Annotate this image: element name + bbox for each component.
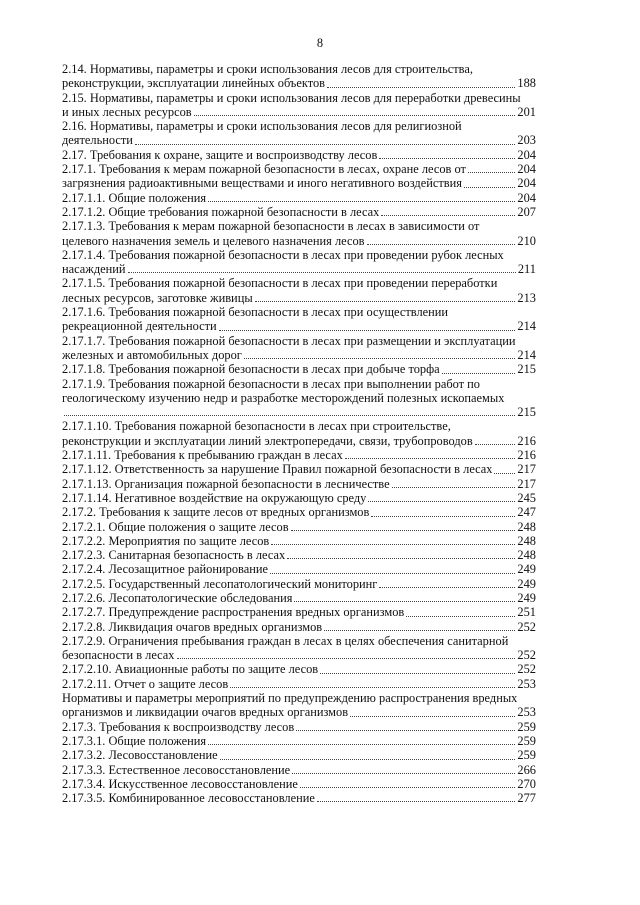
toc-entry-page: 270: [517, 776, 536, 791]
toc-entry: [62, 763, 536, 777]
toc-entry-text: 2.17.1.1. Общие положения: [62, 190, 207, 205]
toc-entry-text: 2.17.1.4. Требования пожарной безопасности в лесах при проведении рубок лесных: [62, 247, 504, 262]
table-of-contents: [62, 62, 536, 805]
toc-entry-page: 211: [517, 262, 536, 277]
toc-entry-page: 266: [517, 762, 536, 777]
toc-entry-text: 2.17.2.10. Авиационные работы по защите лесов: [62, 662, 319, 677]
dot-leader: [367, 243, 516, 245]
toc-entry-text: 2.17.1.3. Требования к мерам пожарной безопасности в лесах в зависимости от: [62, 219, 480, 234]
dot-leader: [194, 114, 516, 116]
dot-leader: [208, 743, 515, 745]
toc-entry-page: 248: [517, 548, 536, 563]
toc-entry-text: 2.17.1.12. Ответственность за нарушение Правил пожарной безопасности в лесах: [62, 462, 493, 477]
dot-leader: [350, 715, 515, 717]
toc-entry-page: 252: [517, 619, 536, 634]
toc-entry-text: и иных лесных ресурсов: [62, 104, 192, 119]
dot-leader: [327, 86, 515, 88]
toc-entry-text: 2.17.1.8. Требования пожарной безопасности в лесах при добыче торфа: [62, 362, 440, 377]
dot-leader: [379, 586, 515, 588]
toc-entry-page: 204: [517, 176, 536, 191]
toc-entry-text: 2.17.3. Требования к воспроизводству лесов: [62, 719, 295, 734]
toc-entry-text: 2.17.1.7. Требования пожарной безопасности в лесах при размещении и эксплуатации: [62, 333, 516, 348]
toc-entry-text: 2.17.1. Требования к мерам пожарной безопасности в лесах, охране лесов от: [62, 162, 466, 177]
dot-leader: [255, 300, 516, 302]
toc-entry: [62, 548, 536, 562]
dot-leader: [287, 557, 515, 559]
toc-entry-page: 214: [517, 347, 536, 362]
toc-entry-text: 2.17.2.2. Мероприятия по защите лесов: [62, 533, 270, 548]
toc-entry: [62, 720, 536, 734]
toc-entry-page: 213: [517, 290, 536, 305]
toc-entry-text: 2.17.2.11. Отчет о защите лесов: [62, 676, 229, 691]
toc-entry: [62, 520, 536, 534]
dot-leader: [300, 786, 516, 788]
dot-leader: [494, 472, 515, 474]
toc-entry-page: 203: [517, 133, 536, 148]
toc-entry-page: 252: [517, 648, 536, 663]
toc-entry: [62, 662, 536, 676]
toc-entry-text: 2.17.1.2. Общие требования пожарной безопасности в лесах: [62, 204, 380, 219]
dot-leader: [464, 186, 515, 188]
toc-entry-page: 217: [517, 462, 536, 477]
toc-entry-page: 259: [517, 748, 536, 763]
dot-leader: [406, 615, 515, 617]
toc-entry-page: 204: [517, 147, 536, 162]
dot-leader: [128, 271, 516, 273]
toc-entry-page: 277: [517, 791, 536, 806]
toc-entry: [62, 748, 536, 762]
toc-entry-text: 2.17.2.6. Лесопатологические обследования: [62, 590, 293, 605]
toc-entry: [62, 276, 536, 305]
toc-entry-text: насаждений: [62, 262, 126, 277]
toc-entry: [62, 362, 536, 376]
toc-entry-page: 259: [517, 733, 536, 748]
dot-leader: [468, 171, 515, 173]
dot-leader: [368, 500, 515, 502]
dot-leader: [296, 729, 515, 731]
toc-entry-text: загрязнения радиоактивными веществами и иного негативного воздействия: [62, 176, 462, 191]
toc-entry: [62, 634, 536, 663]
dot-leader: [292, 772, 515, 774]
toc-entry-text: 2.17.3.5. Комбинированное лесовосстановление: [62, 791, 315, 806]
toc-entry: [62, 148, 536, 162]
toc-entry-text: 2.17.1.11. Требования к пребыванию граждан в лесах: [62, 448, 343, 463]
dot-leader: [291, 529, 516, 531]
toc-entry-page: 245: [517, 490, 536, 505]
toc-entry-text: лесных ресурсов, заготовке живицы: [62, 290, 253, 305]
dot-leader: [379, 157, 515, 159]
dot-leader: [381, 214, 515, 216]
toc-entry-page: 248: [517, 519, 536, 534]
toc-entry: [62, 491, 536, 505]
toc-entry-text: реконструкции и эксплуатации линий электропередачи, связи, трубопроводов: [62, 433, 473, 448]
toc-entry-page: 210: [517, 233, 536, 248]
toc-entry-text: 2.17.2. Требования к защите лесов от вредных организмов: [62, 505, 370, 520]
toc-entry: [62, 562, 536, 576]
dot-leader: [317, 800, 516, 802]
toc-entry: [62, 91, 536, 120]
dot-leader: [208, 200, 515, 202]
toc-entry: [62, 477, 536, 491]
toc-entry-text: железных и автомобильных дорог: [62, 347, 242, 362]
toc-entry: [62, 305, 536, 334]
toc-entry-text: 2.17.2.7. Предупреждение распространения вредных организмов: [62, 605, 405, 620]
toc-entry: [62, 334, 536, 363]
toc-entry-text: 2.17.2.5. Государственный лесопатологический мониторинг: [62, 576, 378, 591]
toc-entry: [62, 119, 536, 148]
dot-leader: [220, 758, 516, 760]
toc-entry-page: 216: [517, 448, 536, 463]
toc-entry: [62, 462, 536, 476]
toc-entry: [62, 162, 536, 176]
toc-entry-text: 2.17.3.1. Общие положения: [62, 733, 207, 748]
dot-leader: [320, 672, 515, 674]
toc-entry: [62, 591, 536, 605]
toc-entry-page: 253: [517, 676, 536, 691]
toc-entry: [62, 176, 536, 190]
toc-entry-text: реконструкции, эксплуатации линейных объектов: [62, 76, 325, 91]
toc-entry: [62, 577, 536, 591]
toc-entry-page: 207: [517, 204, 536, 219]
toc-entry-text: геологическому изучению недр и разработке месторождений полезных ископаемых: [62, 390, 505, 405]
toc-entry: [62, 205, 536, 219]
dot-leader: [392, 486, 516, 488]
toc-entry: [62, 777, 536, 791]
toc-entry-text: Нормативы и параметры мероприятий по предупреждению распространения вредных: [62, 691, 518, 706]
toc-entry-text: 2.17.1.14. Негативное воздействие на окружающую среду: [62, 490, 367, 505]
toc-entry-page: 247: [517, 505, 536, 520]
toc-entry-text: 2.17.2.8. Ликвидация очагов вредных организмов: [62, 619, 323, 634]
toc-entry-page: 214: [517, 319, 536, 334]
toc-entry-text: 2.17.3.3. Естественное лесовосстановление: [62, 762, 291, 777]
toc-entry-page: 201: [517, 104, 536, 119]
toc-entry: [62, 419, 536, 448]
toc-entry: [62, 691, 536, 720]
page-number: 8: [316, 36, 324, 50]
toc-entry-text: деятельности: [62, 133, 133, 148]
toc-entry: [62, 734, 536, 748]
toc-entry-page: 204: [517, 162, 536, 177]
toc-entry-text: 2.17.3.4. Искусственное лесовосстановление: [62, 776, 298, 791]
toc-entry-text: 2.14. Нормативы, параметры и сроки использования лесов для строительства,: [62, 62, 473, 76]
dot-leader: [324, 629, 515, 631]
toc-entry-text: 2.17.3.2. Лесовосстановление: [62, 748, 218, 763]
toc-entry-text: 2.16. Нормативы, параметры и сроки использования лесов для религиозной: [62, 119, 462, 134]
toc-entry-page: 188: [517, 76, 536, 91]
toc-entry-page: 252: [517, 662, 536, 677]
dot-leader: [219, 329, 516, 331]
toc-entry-page: 204: [517, 190, 536, 205]
toc-entry: [62, 219, 536, 248]
dot-leader: [244, 357, 516, 359]
dot-leader: [270, 572, 515, 574]
toc-entry: [62, 448, 536, 462]
toc-entry-page: 253: [517, 705, 536, 720]
toc-entry: [62, 191, 536, 205]
toc-entry: [62, 791, 536, 805]
toc-entry-text: рекреационной деятельности: [62, 319, 217, 334]
toc-entry-text: 2.15. Нормативы, параметры и сроки использования лесов для переработки древесины: [62, 90, 521, 105]
toc-entry: [62, 677, 536, 691]
toc-entry-page: 216: [517, 433, 536, 448]
toc-entry-text: 2.17.1.5. Требования пожарной безопасности в лесах при проведении переработки: [62, 276, 498, 291]
toc-entry: [62, 377, 536, 420]
toc-entry-page: 259: [517, 719, 536, 734]
toc-entry: [62, 505, 536, 519]
dot-leader: [177, 657, 516, 659]
dot-leader: [371, 515, 515, 517]
toc-entry-text: 2.17.1.10. Требования пожарной безопасности в лесах при строительстве,: [62, 419, 451, 434]
toc-entry-text: 2.17.2.3. Санитарная безопасность в лесах: [62, 548, 286, 563]
dot-leader: [230, 686, 515, 688]
dot-leader: [135, 143, 515, 145]
toc-entry-text: 2.17.2.4. Лесозащитное районирование: [62, 562, 268, 577]
toc-entry-text: 2.17.1.9. Требования пожарной безопасности в лесах при выполнении работ по: [62, 376, 480, 391]
toc-entry-page: 249: [517, 590, 536, 605]
toc-entry-page: 215: [517, 405, 536, 420]
dot-leader: [442, 372, 516, 374]
toc-entry-text: 2.17.1.6. Требования пожарной безопасности в лесах при осуществлении: [62, 305, 449, 320]
dot-leader: [64, 414, 515, 416]
dot-leader: [294, 600, 515, 602]
toc-entry-text: 2.17.2.9. Ограничения пребывания граждан в лесах в целях обеспечения санитарной: [62, 633, 509, 648]
toc-entry: [62, 248, 536, 277]
toc-entry-page: 249: [517, 562, 536, 577]
toc-entry: [62, 605, 536, 619]
toc-entry-text: 2.17.1.13. Организация пожарной безопасности в лесничестве: [62, 476, 390, 491]
toc-entry-text: 2.17.2.1. Общие положения о защите лесов: [62, 519, 289, 534]
toc-entry-text: безопасности в лесах: [62, 648, 175, 663]
toc-entry-page: 248: [517, 533, 536, 548]
dot-leader: [475, 443, 516, 445]
toc-entry: [62, 620, 536, 634]
toc-entry-text: 2.17. Требования к охране, защите и воспроизводству лесов: [62, 147, 378, 162]
toc-entry-page: 217: [517, 476, 536, 491]
toc-entry-page: 249: [517, 576, 536, 591]
toc-entry-page: 215: [517, 362, 536, 377]
dot-leader: [345, 457, 516, 459]
toc-entry-text: организмов и ликвидации очагов вредных организмов: [62, 705, 349, 720]
toc-entry-text: целевого назначения земель и целевого назначения лесов: [62, 233, 365, 248]
toc-entry-page: 251: [517, 605, 536, 620]
toc-entry: [62, 62, 536, 91]
toc-entry: [62, 534, 536, 548]
dot-leader: [271, 543, 515, 545]
